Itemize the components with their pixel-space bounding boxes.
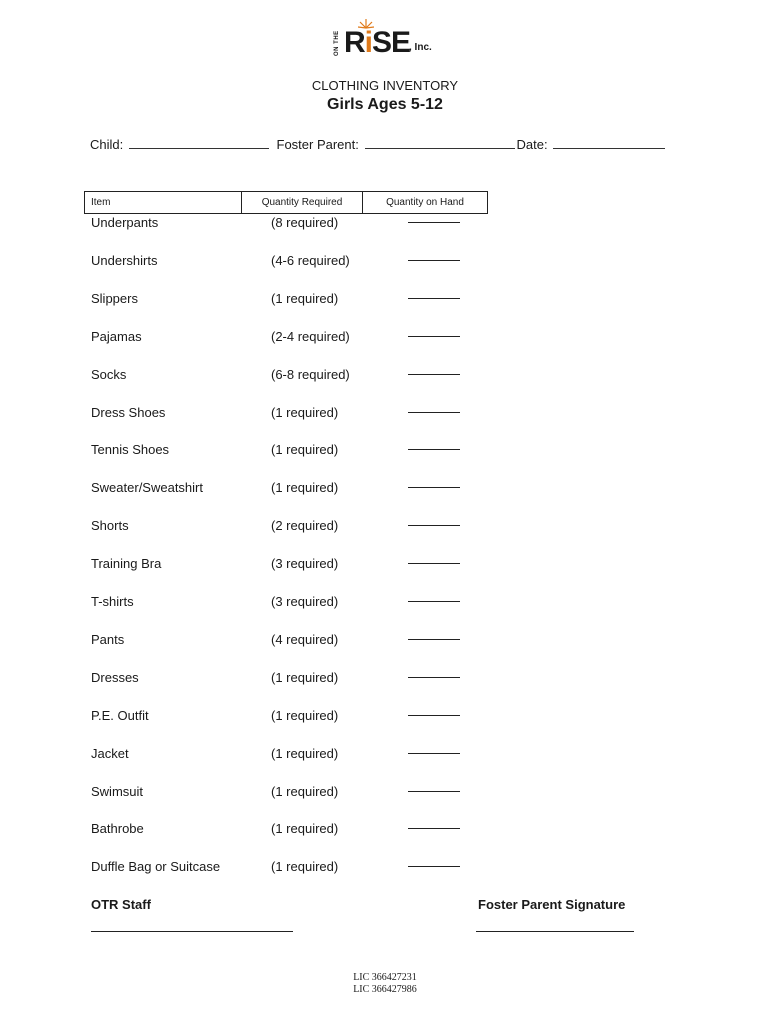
item-required: (2-4 required) xyxy=(271,328,350,344)
foster-parent-signature-line[interactable] xyxy=(476,930,634,932)
logo-prefix: ON THE xyxy=(334,30,340,56)
item-required: (3 required) xyxy=(271,594,339,609)
table-header xyxy=(84,191,488,214)
quantity-on-hand-field[interactable] xyxy=(408,563,460,564)
quantity-on-hand-field[interactable] xyxy=(408,525,460,526)
item-name: Tennis Shoes xyxy=(91,442,170,458)
foster-parent-label: Foster Parent: xyxy=(276,137,359,152)
table-row xyxy=(0,708,770,728)
table-row xyxy=(0,784,770,804)
table-row xyxy=(0,405,770,425)
table-row xyxy=(0,594,770,614)
item-name: Pants xyxy=(91,631,125,647)
table-row xyxy=(0,746,770,766)
document-title: CLOTHING INVENTORY xyxy=(311,78,459,93)
item-required: (1 required) xyxy=(271,859,339,875)
info-row xyxy=(90,136,667,152)
item-name: Duffle Bag or Suitcase xyxy=(91,859,221,875)
table-row xyxy=(0,556,770,576)
quantity-on-hand-field[interactable] xyxy=(408,639,460,640)
child-field[interactable] xyxy=(129,136,269,149)
item-name: T-shirts xyxy=(91,594,134,609)
item-name: Jacket xyxy=(91,745,129,761)
otr-staff-signature-line[interactable] xyxy=(91,930,293,932)
quantity-on-hand-field[interactable] xyxy=(408,677,460,678)
item-required: (8 required) xyxy=(271,215,339,230)
table-row xyxy=(0,329,770,349)
quantity-on-hand-field[interactable] xyxy=(408,374,460,375)
item-name: Sweater/Sweatshirt xyxy=(91,480,203,496)
table-row xyxy=(0,367,770,387)
item-required: (6-8 required) xyxy=(271,366,350,382)
quantity-on-hand-field[interactable] xyxy=(408,222,460,223)
item-name: Shorts xyxy=(91,518,129,534)
table-row xyxy=(0,253,770,273)
item-name: Slippers xyxy=(91,290,138,306)
item-required: (1 required) xyxy=(271,707,339,723)
header-item: Item xyxy=(85,192,242,213)
item-required: (1 required) xyxy=(271,290,339,306)
quantity-on-hand-field[interactable] xyxy=(408,601,460,602)
header-quantity-on-hand: Quantity on Hand xyxy=(386,197,464,208)
quantity-on-hand-field[interactable] xyxy=(408,753,460,754)
otr-staff-label: OTR Staff xyxy=(91,897,151,912)
quantity-on-hand-field[interactable] xyxy=(408,487,460,488)
quantity-on-hand-field[interactable] xyxy=(408,791,460,792)
item-name: P.E. Outfit xyxy=(91,707,149,723)
item-name: Dresses xyxy=(91,669,139,685)
logo-word: RiSE xyxy=(344,26,411,59)
item-required: (1 required) xyxy=(271,480,339,496)
item-name: Dress Shoes xyxy=(91,404,166,420)
header-quantity-required: Quantity Required xyxy=(242,192,363,213)
item-name: Underpants xyxy=(91,215,159,230)
quantity-on-hand-field[interactable] xyxy=(408,336,460,337)
item-name: Pajamas xyxy=(91,328,142,344)
logo xyxy=(334,18,444,60)
table-row xyxy=(0,291,770,311)
item-required: (1 required) xyxy=(271,442,339,458)
table-row xyxy=(0,632,770,652)
table-row xyxy=(0,480,770,500)
quantity-on-hand-field[interactable] xyxy=(408,715,460,716)
quantity-on-hand-field[interactable] xyxy=(408,298,460,299)
foster-parent-signature-label: Foster Parent Signature xyxy=(478,897,626,912)
item-name: Training Bra xyxy=(91,556,162,572)
item-name: Socks xyxy=(91,366,127,382)
date-field[interactable] xyxy=(553,136,665,149)
table-row xyxy=(0,821,770,841)
license-number-1: LIC 366427231 xyxy=(353,972,417,983)
table-row xyxy=(0,859,770,879)
item-required: (4-6 required) xyxy=(271,252,350,268)
table-row xyxy=(0,442,770,462)
item-required: (1 required) xyxy=(271,745,339,761)
item-name: Bathrobe xyxy=(91,821,144,837)
child-label: Child: xyxy=(90,137,124,152)
item-required: (4 required) xyxy=(271,631,339,647)
date-label: Date: xyxy=(516,137,548,152)
quantity-on-hand-field[interactable] xyxy=(408,828,460,829)
quantity-on-hand-field[interactable] xyxy=(408,412,460,413)
item-required: (2 required) xyxy=(271,518,339,534)
item-required: (1 required) xyxy=(271,783,339,799)
item-name: Swimsuit xyxy=(91,783,144,799)
item-required: (1 required) xyxy=(271,669,339,685)
item-required: (1 required) xyxy=(271,821,339,837)
item-required: (1 required) xyxy=(271,404,339,420)
item-required: (3 required) xyxy=(271,556,339,572)
table-row xyxy=(0,518,770,538)
quantity-on-hand-field[interactable] xyxy=(408,866,460,867)
foster-parent-field[interactable] xyxy=(365,136,515,149)
license-number-2: LIC 366427986 xyxy=(353,984,417,995)
quantity-on-hand-field[interactable] xyxy=(408,260,460,261)
quantity-on-hand-field[interactable] xyxy=(408,449,460,450)
table-row xyxy=(0,670,770,690)
logo-suffix: , Inc. xyxy=(409,42,432,53)
document-subtitle: Girls Ages 5-12 xyxy=(327,96,443,113)
item-name: Undershirts xyxy=(91,252,158,268)
table-row xyxy=(0,215,770,235)
